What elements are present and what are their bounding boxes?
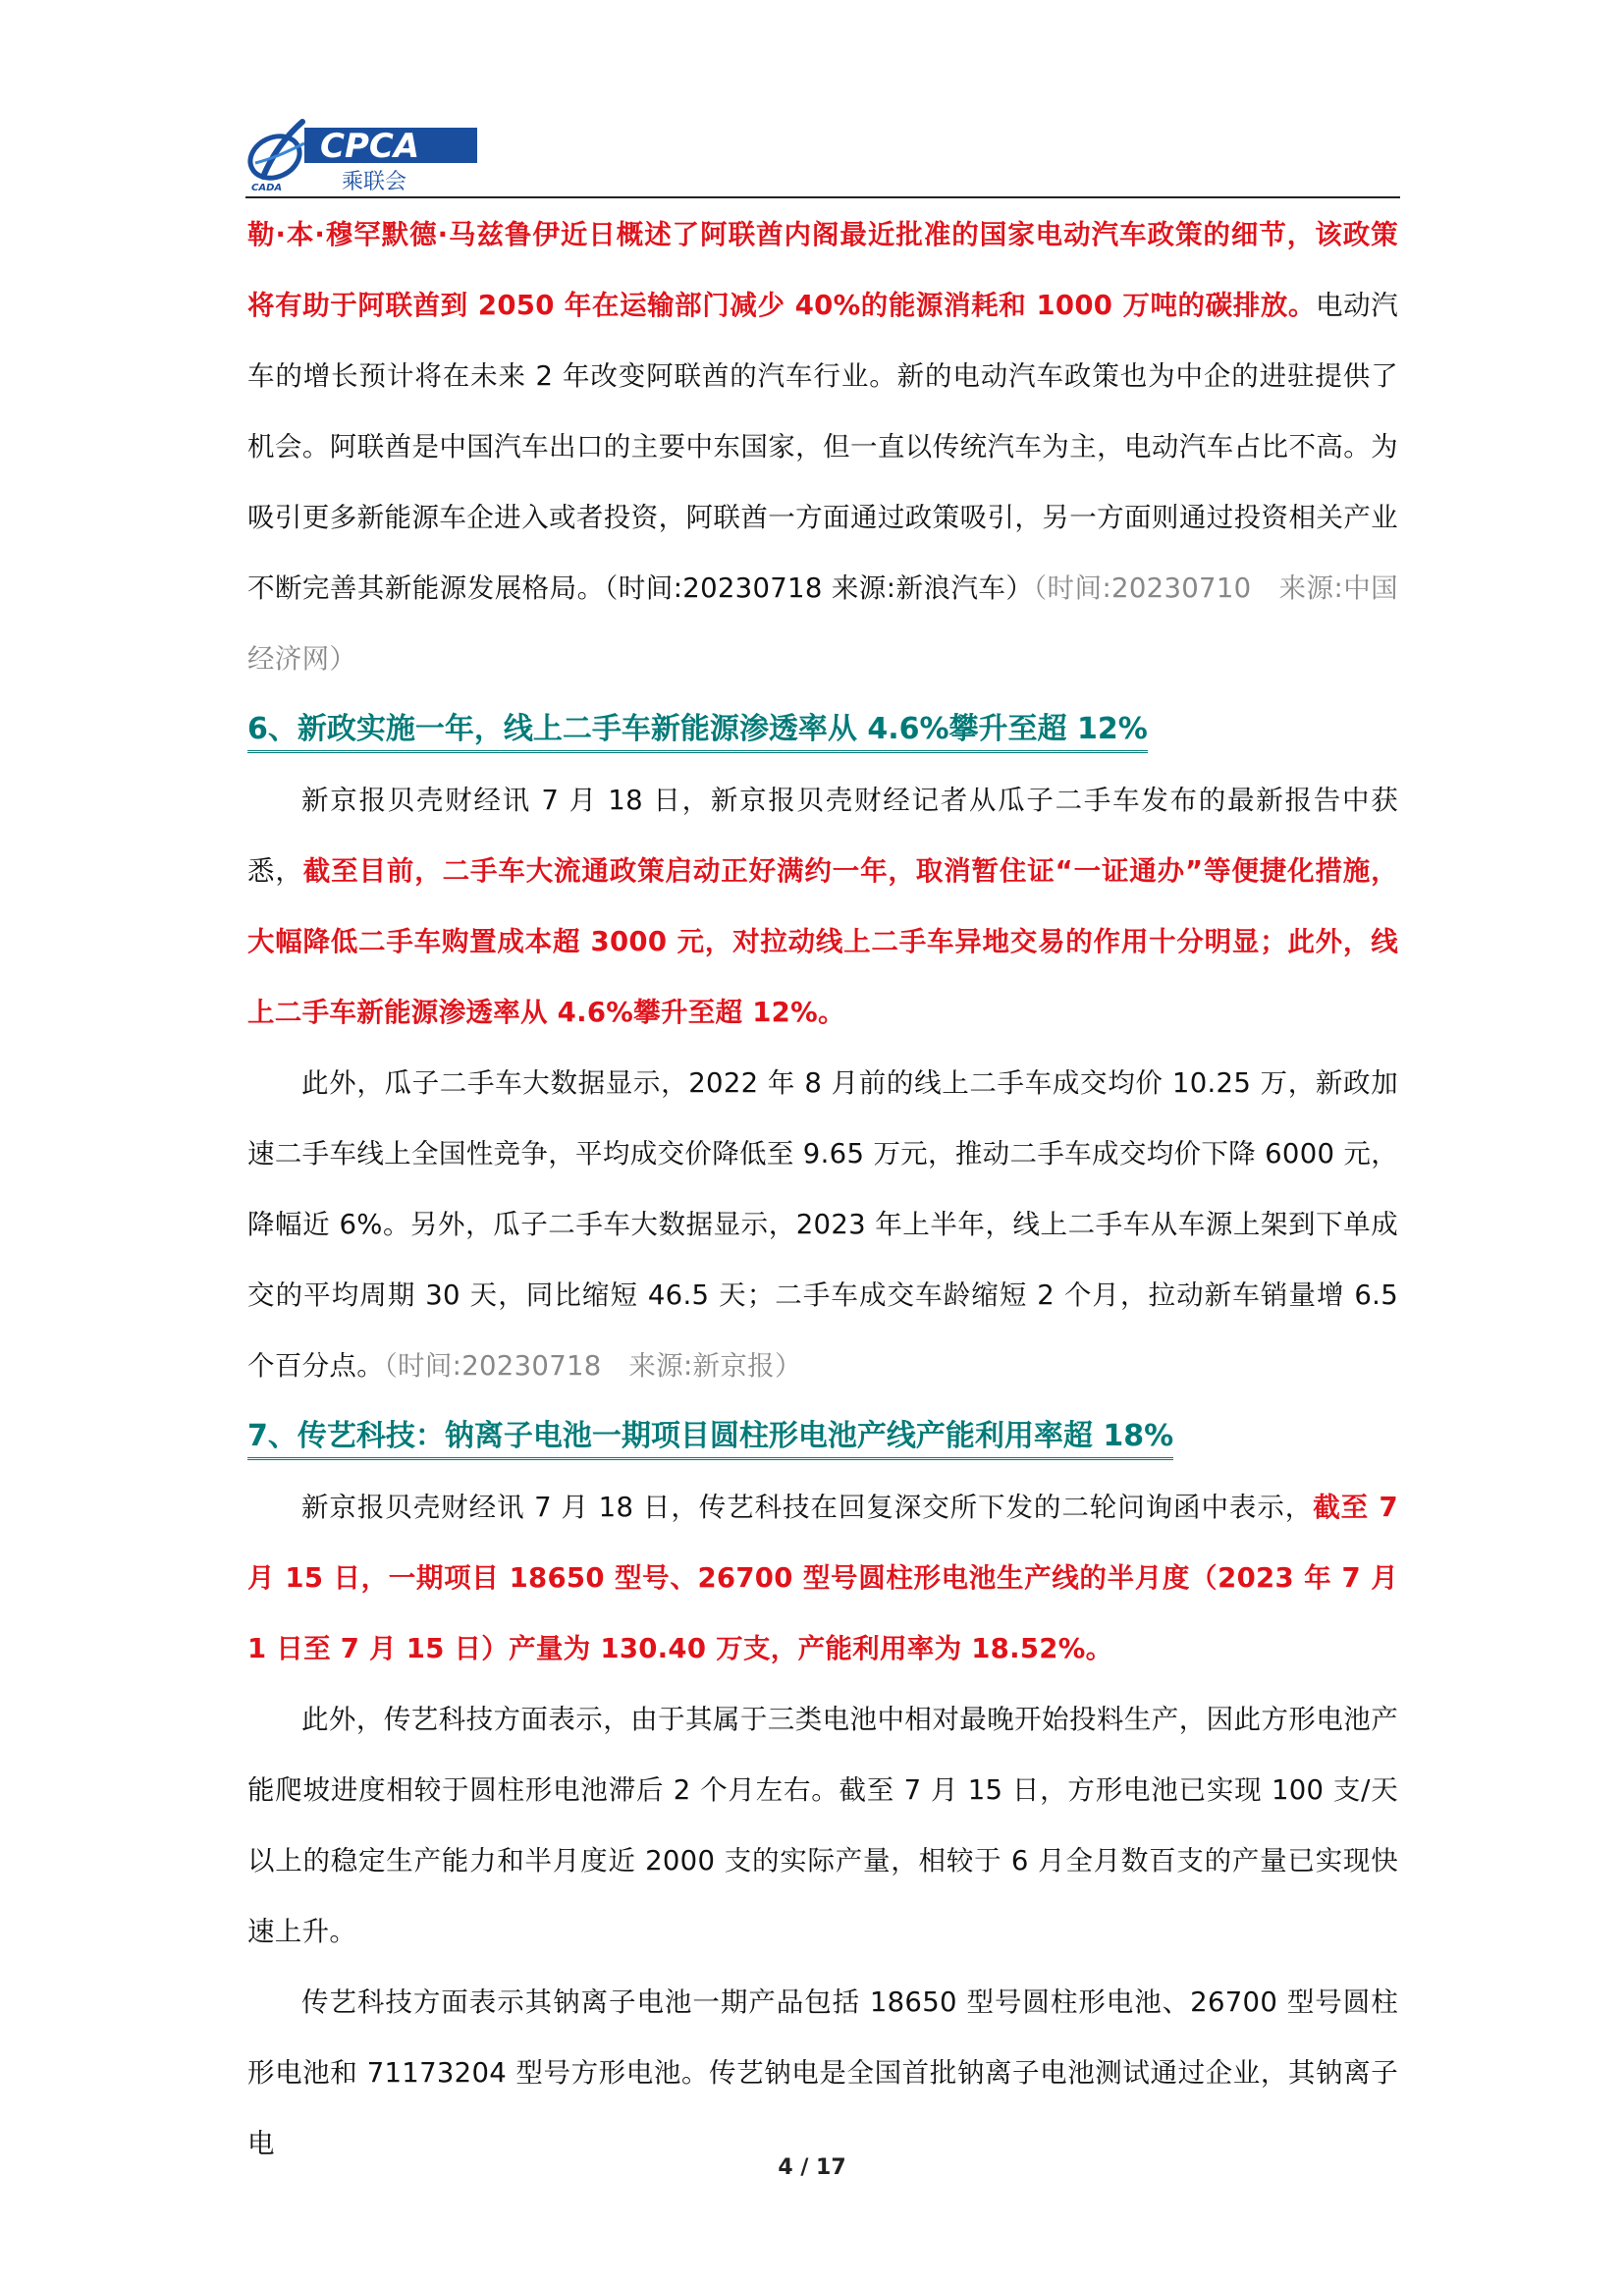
highlighted-text: 勒·本·穆罕默德·马兹鲁伊近日概述了阿联酋内阁最近批准的国家电动汽车政策的细节，该政策将有助于阿联酋到 2050 年在运输部门减少 40%的能源消耗和 1000 万吨的碳排放。	[247, 219, 1398, 321]
section-heading-text: 7、传艺科技：钠离子电池一期项目圆柱形电池产线产能利用率超 18%	[247, 1419, 1173, 1460]
section-heading-row	[247, 1401, 1398, 1472]
source-citation: （时间:20230718 来源:新京报）	[384, 1350, 802, 1382]
body-text: 此外，传艺科技方面表示，由于其属于三类电池中相对最晚开始投料生产，因此方形电池产能爬坡进度相较于圆柱形电池滞后 2 个月左右。截至 7 月 15 日，方形电池已实现 100 支/天以上的稳定生产能力和半月度近 2000 支的实际产量，相较于 6 月全月数百支的产量已实现快速上升。	[247, 1704, 1398, 1947]
logo-sub-text: 乘联会	[342, 170, 407, 194]
page-number: 4 / 17	[778, 2155, 846, 2180]
section-heading-text: 6、新政实施一年，线上二手车新能源渗透率从 4.6%攀升至超 12%	[247, 712, 1148, 753]
header-rule	[245, 196, 1400, 198]
cpca-logo-graphic	[245, 114, 481, 194]
logo-main-text: CPCA	[320, 127, 420, 166]
article-body	[247, 199, 1398, 2179]
body-text: 此外，瓜子二手车大数据显示，2022 年 8 月前的线上二手车成交均价 10.25 万，新政加速二手车线上全国性竞争，平均成交价降低至 9.65 万元，推动二手车成交均价下降 6000 元，降幅近 6%。另外，瓜子二手车大数据显示，2023 年上半年，线上二手车从车源上架到下单成交的平均周期 30 天，同比缩短 46.5 天；二手车成交车龄缩短 2 个月，拉动新车销量增 6.5 个百分点。	[247, 1067, 1398, 1382]
paragraph	[247, 1472, 1398, 1684]
paragraph	[247, 1048, 1398, 1401]
paragraph	[247, 1684, 1398, 1967]
paragraph	[247, 199, 1398, 694]
cpca-logo	[245, 114, 481, 194]
body-text: 传艺科技方面表示其钠离子电池一期产品包括 18650 型号圆柱形电池、26700 型号圆柱形电池和 71173204 型号方形电池。传艺钠电是全国首批钠离子电池测试通过企业，其钠离子电	[247, 1986, 1398, 2159]
highlighted-text: 截至 7 月 15 日，一期项目 18650 型号、26700 型号圆柱形电池生产线的半月度（2023 年 7 月 1 日至 7 月 15 日）产量为 130.40 万支，产能利用率为 18.52%。	[247, 1492, 1398, 1664]
highlighted-text: 截至目前，二手车大流通政策启动正好满约一年，取消暂住证“一证通办”等便捷化措施，大幅降低二手车购置成本超 3000 元，对拉动线上二手车异地交易的作用十分明显；此外，线上二手车新能源渗透率从 4.6%攀升至超 12%。	[247, 855, 1398, 1028]
section-heading-row	[247, 694, 1398, 765]
source-citation: （时间:20230710 来源:中国经济网）	[247, 572, 1398, 675]
section-heading	[247, 1401, 1173, 1472]
paragraph	[247, 1967, 1398, 2179]
section-heading	[247, 694, 1148, 765]
logo-mark-text: CADA	[251, 183, 283, 193]
body-text: 新京报贝壳财经讯 7 月 18 日，新京报贝壳财经记者从瓜子二手车发布的最新报告中获悉，	[247, 785, 1398, 887]
body-text: 电动汽车的增长预计将在未来 2 年改变阿联酋的汽车行业。新的电动汽车政策也为中企的进驻提供了机会。阿联酋是中国汽车出口的主要中东国家，但一直以传统汽车为主，电动汽车占比不高。为吸引更多新能源车企进入或者投资，阿联酋一方面通过政策吸引，另一方面则通过投资相关产业不断完善其新能源发展格局。（时间:20230718 来源:新浪汽车）	[247, 290, 1399, 604]
paragraph	[247, 765, 1398, 1048]
body-text: 新京报贝壳财经讯 7 月 18 日，传艺科技在回复深交所下发的二轮问询函中表示，	[301, 1492, 1314, 1523]
